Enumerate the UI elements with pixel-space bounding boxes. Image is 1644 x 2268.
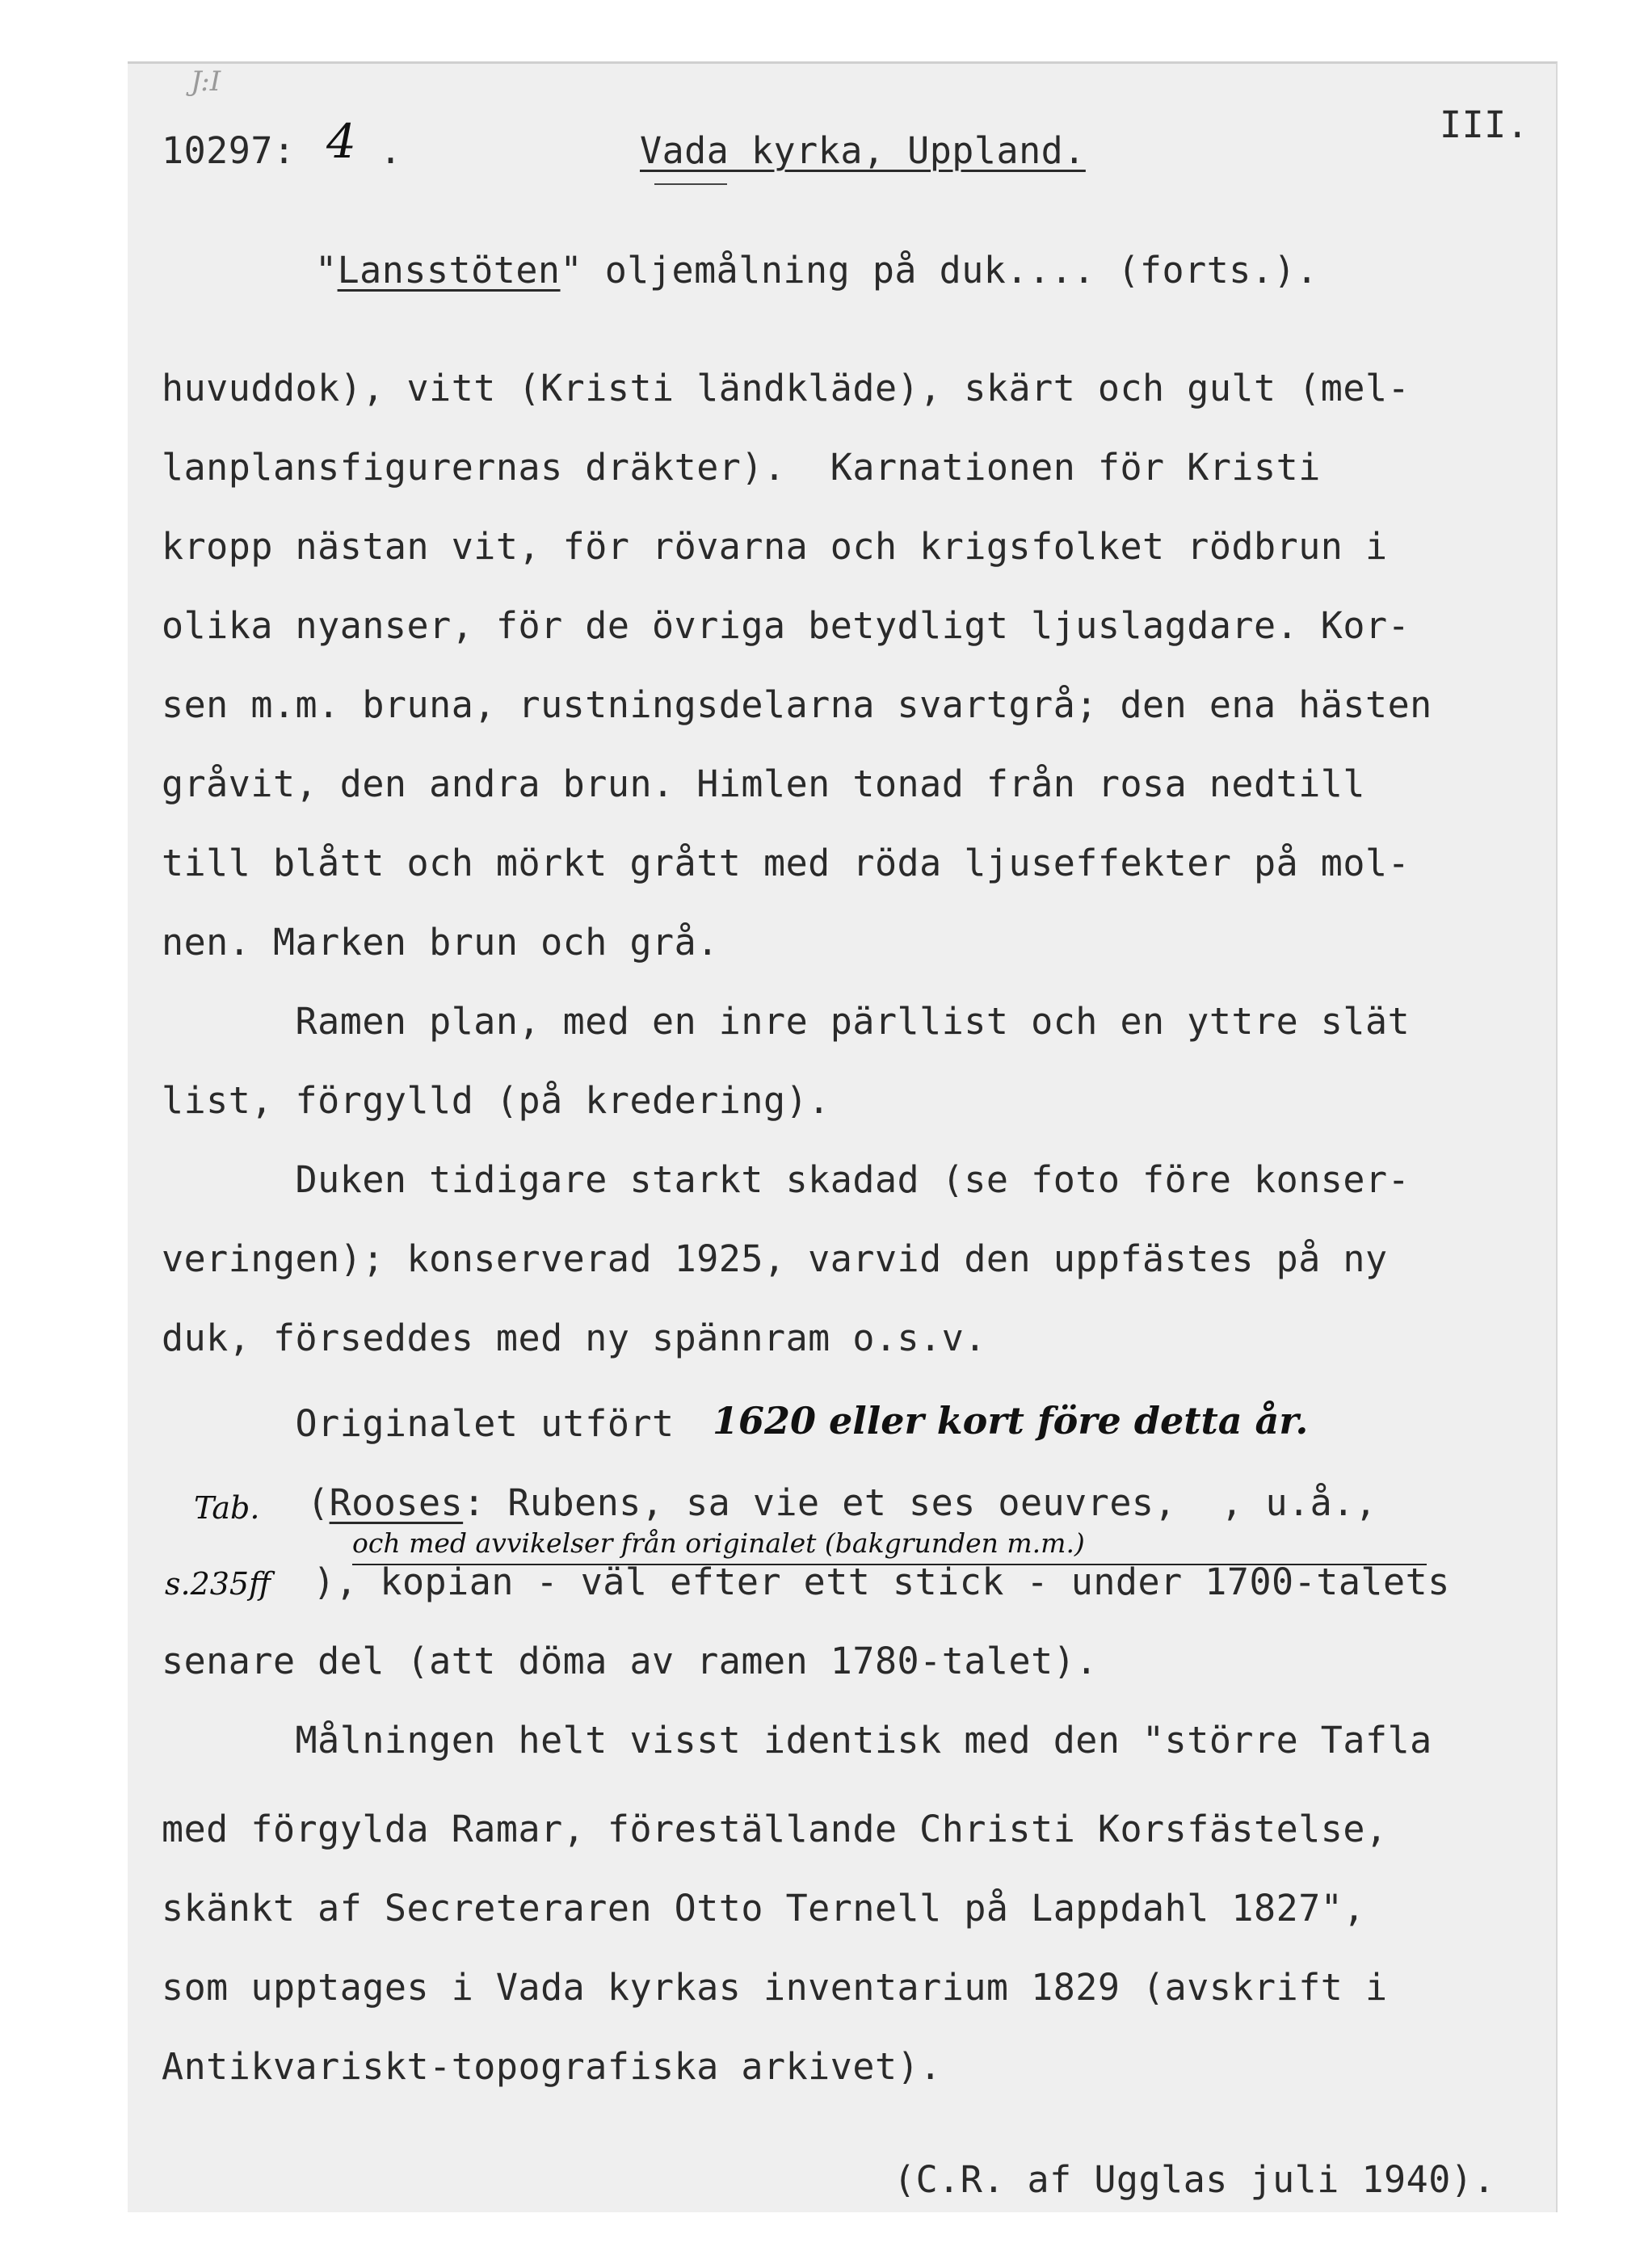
rooses-line: (Rooses: Rubens, sa vie et ses oeuvres, , u.å., (307, 1481, 1377, 1524)
page-number: III. (1440, 103, 1529, 146)
location-title: Vada kyrka, Uppland. (640, 129, 1086, 172)
id-handwritten: 4 (326, 114, 356, 169)
body-line: Antikvariskt-topografiska arkivet). (162, 2045, 942, 2088)
pencil-mark: J:I (191, 65, 221, 98)
artwork-title: Lansstöten (337, 249, 561, 292)
rooses-name: Rooses (329, 1481, 464, 1524)
page-ref-handwritten: s.235ff (165, 1566, 271, 1602)
body-line: skänkt af Secreteraren Otto Ternell på Lappdahl 1827", (162, 1887, 1365, 1930)
body-line: Ramen plan, med en inre pärllist och en yttre slät (162, 1000, 1411, 1043)
id-number: 10297: (162, 129, 296, 172)
tab-handwritten: Tab. (194, 1490, 260, 1526)
body-line: lanplansfigurernas dräkter). Karnationen för Kristi (162, 446, 1321, 489)
body-line: huvuddok), vitt (Kristi ländkläde), skärt och gult (mel- (162, 367, 1411, 410)
id-dot: . (380, 129, 402, 172)
body-line: som upptages i Vada kyrkas inventarium 1829 (avskrift i (162, 1966, 1388, 2009)
signature: (C.R. af Ugglas juli 1940). (893, 2158, 1495, 2201)
body-line: sen m.m. bruna, rustningsdelarna svartgrå; den ena hästen (162, 683, 1432, 726)
kopian-line: ), kopian - väl efter ett stick - under 1700-talets (291, 1560, 1450, 1603)
insertion-handwritten: och med avvikelser från originalet (bakgrunden m.m.) (352, 1527, 1085, 1559)
body-line: med förgylda Ramar, föreställande Christi Korsfästelse, (162, 1808, 1388, 1850)
senare-line: senare del (att döma av ramen 1780-talet). (162, 1640, 1098, 1682)
original-typed: Originalet utfört (162, 1402, 675, 1445)
body-line: olika nyanser, för de övriga betydligt ljuslagdare. Kor- (162, 604, 1411, 647)
body-line: kropp nästan vit, för rövarna och krigsfolket rödbrun i (162, 525, 1388, 568)
location-underline-mark (654, 183, 727, 185)
body-line: nen. Marken brun och grå. (162, 921, 719, 964)
body-line: Duken tidigare starkt skadad (se foto före konser- (162, 1158, 1411, 1201)
body-line: list, förgylld (på kredering). (162, 1079, 830, 1122)
body-line: duk, förseddes med ny spännram o.s.v. (162, 1317, 986, 1359)
body-line: till blått och mörkt grått med röda ljuseffekter på mol- (162, 842, 1411, 884)
subtitle: "Lansstöten" oljemålning på duk.... (forts.). (315, 249, 1318, 292)
body-line: gråvit, den andra brun. Himlen tonad från rosa nedtill (162, 762, 1365, 805)
original-handwritten: 1620 eller kort före detta år. (713, 1399, 1309, 1443)
body-line: Målningen helt visst identisk med den "större Tafla (162, 1719, 1432, 1762)
body-line: veringen); konserverad 1925, varvid den uppfästes på ny (162, 1237, 1388, 1280)
